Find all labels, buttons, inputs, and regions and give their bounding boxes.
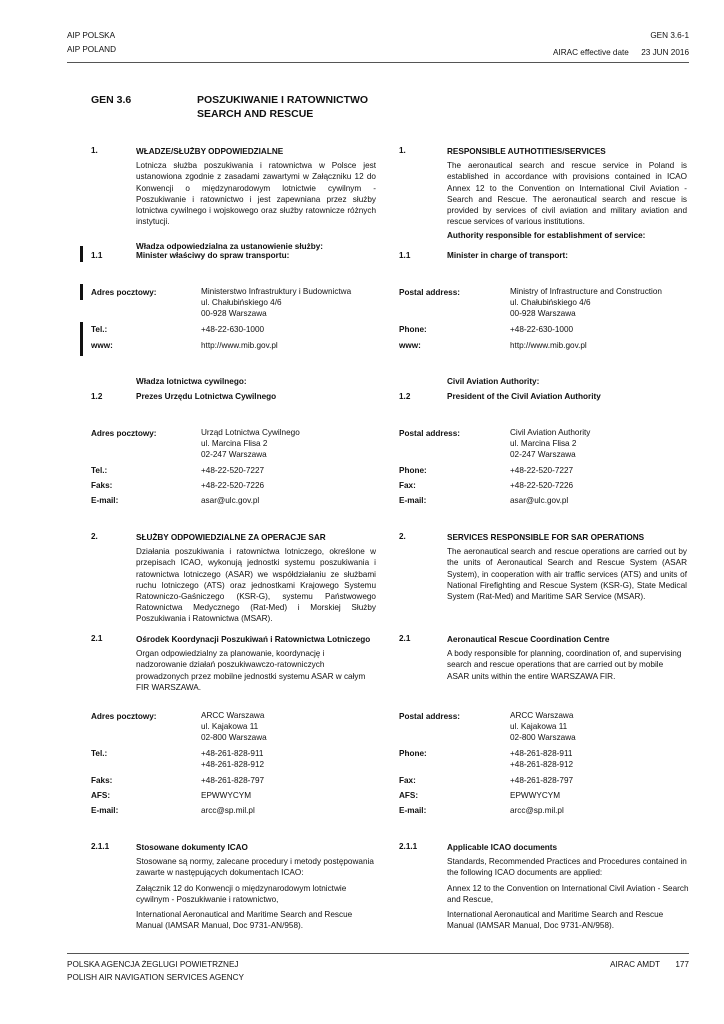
footer-agency-pl: POLSKA AGENCJA ŻEGLUGI POWIETRZNEJ xyxy=(67,960,239,969)
s12-en-fax: +48-22-520-7226 xyxy=(510,481,574,490)
address-line: ARCC Warszawa xyxy=(201,711,265,720)
s211-pl-heading: Stosowane dokumenty ICAO xyxy=(136,843,248,852)
address-line: 02-247 Warszawa xyxy=(201,450,267,460)
s12-pl-heading: Prezes Urzędu Lotnictwa Cywilnego xyxy=(136,392,277,401)
s2-pl-afs-label: AFS: xyxy=(91,791,111,800)
s11-en-heading: Minister in charge of transport: xyxy=(447,251,569,260)
change-bar xyxy=(80,246,83,262)
s21-pl-heading: Ośrodek Koordynacji Poszukiwań i Ratownictwa Lotniczego xyxy=(136,635,371,644)
s12-en-fax-label: Fax: xyxy=(399,481,416,490)
s1-pl-www-link[interactable]: http://www.mib.gov.pl xyxy=(201,341,278,350)
header-airac-label: AIRAC effective date xyxy=(553,48,629,57)
section-code: GEN 3.6 xyxy=(91,94,132,106)
s1-pl-heading: WŁADZE/SŁUŻBY ODPOWIEDZIALNE xyxy=(136,147,284,156)
s1-en-heading: RESPONSIBLE AUTHOTITIES/SERVICES xyxy=(447,147,606,156)
s2-en-address xyxy=(510,710,576,744)
title-pl: POSZUKIWANIE I RATOWNICTWO xyxy=(197,94,369,106)
s1-pl-address xyxy=(201,286,351,320)
s12-en-tel-label: Phone: xyxy=(399,466,427,475)
address-line: Civil Aviation Authority xyxy=(510,428,591,437)
address-line: 02-800 Warszawa xyxy=(201,733,267,743)
s2-pl-heading: SŁUŻBY ODPOWIEDZIALNE ZA OPERACJE SAR xyxy=(136,533,326,542)
s2-en-fax: +48-261-828-797 xyxy=(510,776,574,785)
s211-pl-p2: Załącznik 12 do Konwencji o międzynarodowym lotnictwie cywilnym - Poszukiwanie i ratownictwo, xyxy=(136,883,347,904)
s21-en-block xyxy=(447,634,687,682)
s2-en-block xyxy=(447,532,687,602)
s21-pl-num: 2.1 xyxy=(91,634,103,643)
footer-left xyxy=(67,960,244,983)
change-bar xyxy=(80,284,83,300)
s12-en-address xyxy=(510,427,590,461)
s12-pl-postal-label: Adres pocztowy: xyxy=(91,429,157,438)
header-left xyxy=(67,31,116,55)
s2-en-email-link[interactable]: arcc@sp.mil.pl xyxy=(510,806,564,815)
s1-en-postal-label: Postal address: xyxy=(399,288,460,297)
s211-pl-p1: Stosowane są normy, zalecane procedury i metody postępowania zawarte w następujących dokumentach ICAO: xyxy=(136,857,374,878)
s1-pl-tel: +48-22-630-1000 xyxy=(201,325,265,334)
s21-en-text: A body responsible for planning, coordination of, and supervising search and rescue operations that are carried out by mobile ASAR units within the entire WARSZAWA FIR. xyxy=(447,649,682,681)
s12-pl-tel: +48-22-520-7227 xyxy=(201,466,265,475)
address-line: ARCC Warszawa xyxy=(510,711,574,720)
s2-pl-num: 2. xyxy=(91,532,98,541)
s2-en-tel-label: Phone: xyxy=(399,749,427,758)
s2-en-heading: SERVICES RESPONSIBLE FOR SAR OPERATIONS xyxy=(447,533,645,542)
address-line: 00-928 Warszawa xyxy=(510,309,576,319)
address-line: ul. Kajakowa 11 xyxy=(510,722,568,732)
s2-en-email-label: E-mail: xyxy=(399,806,427,815)
s12-pl-email-link[interactable]: asar@ulc.gov.pl xyxy=(201,496,260,505)
s2-en-afs-label: AFS: xyxy=(399,791,419,800)
s1-pl-block xyxy=(136,146,376,253)
header-aip-poland: AIP POLAND xyxy=(67,44,116,54)
s1-pl-postal-label: Adres pocztowy: xyxy=(91,288,157,297)
s2-en-text: The aeronautical search and rescue operations are carried out by the units of Aeronautical Search and Rescue System (ASAR System), in cooperation with air traffic services (ATS) and units of National Firefighting and Rescue System (KSR-G), State Medical System (Rat-Med) and Maritime SAR Service (MSAR). xyxy=(447,547,687,602)
s12-en-postal-label: Postal address: xyxy=(399,429,460,438)
s2-en-postal-label: Postal address: xyxy=(399,712,460,721)
s1-pl-auth-heading: Władza odpowiedzialna za ustanowienie służby: xyxy=(136,242,323,252)
s2-pl-email-link[interactable]: arcc@sp.mil.pl xyxy=(201,806,255,815)
address-line: ul. Chałubińskiego 4/6 xyxy=(201,298,282,308)
s21-pl-text: Organ odpowiedzialny za planowanie, koordynację i nadzorowanie działań poszukiwawczo-ratowniczych prowadzonych przez mobilne jednostki systemu ASAR w całym FIR WARSZAWA. xyxy=(136,649,366,692)
s1-en-tel-label: Phone: xyxy=(399,325,427,334)
s211-en-block xyxy=(447,842,689,931)
s1-pl-num: 1. xyxy=(91,146,98,155)
header-divider xyxy=(67,62,689,63)
s12-pl-fax-label: Faks: xyxy=(91,481,113,490)
address-line: Urząd Lotnictwa Cywilnego xyxy=(201,428,300,437)
s12-en-email-label: E-mail: xyxy=(399,496,427,505)
address-line: Ministry of Infrastructure and Construction xyxy=(510,287,662,296)
address-line: ul. Marcina Flisa 2 xyxy=(510,439,577,449)
s1-en-www-label: www: xyxy=(399,341,421,350)
s1-en-tel: +48-22-630-1000 xyxy=(510,325,574,334)
s2-pl-postal-label: Adres pocztowy: xyxy=(91,712,157,721)
phone-line: +48-261-828-911 xyxy=(510,749,573,758)
s1-pl-text: Lotnicza służba poszukiwania i ratownictwa w Polsce jest ustanowiona zgodnie z zasadami zawartymi w Załączniku 12 do Konwencji o międzynarodowym lotnictwie cywilnym - Poszukiwanie i ratownictwo i jest zapewniana przez służby lotnictwa cywilnego i wojskowego oraz służby ratownicze różnych instytucji. xyxy=(136,161,376,227)
s12-pl-num: 1.2 xyxy=(91,392,103,401)
s211-en-p3: International Aeronautical and Maritime Search and Rescue Manual (IAMSAR Manual, Doc 9731-AN/958). xyxy=(447,910,664,931)
s12-en-email-link[interactable]: asar@ulc.gov.pl xyxy=(510,496,569,505)
address-line: 02-247 Warszawa xyxy=(510,450,576,460)
s1-en-num: 1. xyxy=(399,146,406,155)
s12-en-pre: Civil Aviation Authority: xyxy=(447,377,540,386)
s2-en-num: 2. xyxy=(399,532,406,541)
title-en: SEARCH AND RESCUE xyxy=(197,108,314,121)
s211-en-heading: Applicable ICAO documents xyxy=(447,843,558,852)
phone-line: +48-261-828-912 xyxy=(510,760,574,770)
s211-en-num: 2.1.1 xyxy=(399,842,418,851)
s2-en-fax-label: Fax: xyxy=(399,776,416,785)
s11-pl-heading: Minister właściwy do spraw transportu: xyxy=(136,251,290,260)
s211-pl-num: 2.1.1 xyxy=(91,842,110,851)
s2-pl-afs: EPWWYCYM xyxy=(201,791,252,800)
s2-en-afs: EPWWYCYM xyxy=(510,791,561,800)
s1-en-block xyxy=(447,146,687,242)
s2-pl-fax-label: Faks: xyxy=(91,776,113,785)
s2-pl-tel xyxy=(201,748,264,770)
s2-pl-fax: +48-261-828-797 xyxy=(201,776,265,785)
phone-line: +48-261-828-912 xyxy=(201,760,265,770)
change-bar xyxy=(80,322,83,356)
footer-amdt: AIRAC AMDT xyxy=(610,960,661,969)
s12-en-tel: +48-22-520-7227 xyxy=(510,466,574,475)
address-line: 02-800 Warszawa xyxy=(510,733,576,743)
s12-pl-pre: Władza lotnictwa cywilnego: xyxy=(136,377,247,386)
s1-en-www-link[interactable]: http://www.mib.gov.pl xyxy=(510,341,587,350)
s211-pl-block xyxy=(136,842,378,931)
footer-page-number: 177 xyxy=(675,960,689,969)
s2-pl-tel-label: Tel.: xyxy=(91,749,108,758)
phone-line: +48-261-828-911 xyxy=(201,749,264,758)
address-line: ul. Kajakowa 11 xyxy=(201,722,259,732)
s21-en-heading: Aeronautical Rescue Coordination Centre xyxy=(447,635,610,644)
s11-en-num: 1.1 xyxy=(399,251,411,260)
s12-pl-address xyxy=(201,427,300,461)
s21-pl-block xyxy=(136,634,376,693)
s2-pl-email-label: E-mail: xyxy=(91,806,119,815)
address-line: ul. Chałubińskiego 4/6 xyxy=(510,298,591,308)
s12-en-heading: President of the Civil Aviation Authority xyxy=(447,392,601,401)
s1-pl-www-label: www: xyxy=(91,341,113,350)
s2-en-tel xyxy=(510,748,573,770)
s211-pl-p3: International Aeronautical and Maritime Search and Rescue Manual (IAMSAR Manual, Doc 9731-AN/958). xyxy=(136,910,353,931)
footer-divider xyxy=(67,953,689,954)
s21-en-num: 2.1 xyxy=(399,634,411,643)
address-line: 00-928 Warszawa xyxy=(201,309,267,319)
s12-pl-email-label: E-mail: xyxy=(91,496,119,505)
header-aip-polska: AIP POLSKA xyxy=(67,31,116,40)
s12-pl-fax: +48-22-520-7226 xyxy=(201,481,265,490)
s1-en-text: The aeronautical search and rescue service in Poland is established in accordance with provisions contained in ICAO Annex 12 to the Convention on International Civil Aviation - Search and Rescue. The aeronautical search and rescue is provided by services of civil aviation and military aviation and rescue services of various institutions. xyxy=(447,161,687,227)
footer-agency-en: POLISH AIR NAVIGATION SERVICES AGENCY xyxy=(67,972,244,982)
s2-pl-address xyxy=(201,710,267,744)
s1-en-auth-heading: Authority responsible for establishment of service: xyxy=(447,231,646,241)
address-line: Ministerstwo Infrastruktury i Budownictwa xyxy=(201,287,352,296)
s1-en-address xyxy=(510,286,662,320)
s211-en-p1: Standards, Recommended Practices and Procedures contained in the following ICAO documents are applied: xyxy=(447,857,687,878)
s12-en-num: 1.2 xyxy=(399,392,411,401)
header-page-id: GEN 3.6-1 xyxy=(650,31,689,40)
page-title xyxy=(197,93,368,121)
s12-pl-tel-label: Tel.: xyxy=(91,466,108,475)
address-line: ul. Marcina Flisa 2 xyxy=(201,439,268,449)
s1-pl-tel-label: Tel.: xyxy=(91,325,108,334)
header-airac-date: 23 JUN 2016 xyxy=(641,48,689,57)
s2-pl-text: Działania poszukiwania i ratownictwa lotniczego, określone w przepisach ICAO, wykonują jednostki systemu poszukiwania i ratownictwa lotniczego (ASAR) we współdziałaniu ze służbami ruchu lotniczego (ATS) oraz jednostkami Krajowego Systemu Ratowniczo-Gaśniczego (KSR-G), systemu Państwowego Ratownictwa Medycznego (Rat-Med) i Morskiej Służby Poszukiwania i Ratownictwa (MSAR). xyxy=(136,547,376,624)
s11-pl-num: 1.1 xyxy=(91,251,103,260)
s2-pl-block xyxy=(136,532,376,625)
s211-en-p2: Annex 12 to the Convention on International Civil Aviation - Search and Rescue, xyxy=(447,883,689,904)
